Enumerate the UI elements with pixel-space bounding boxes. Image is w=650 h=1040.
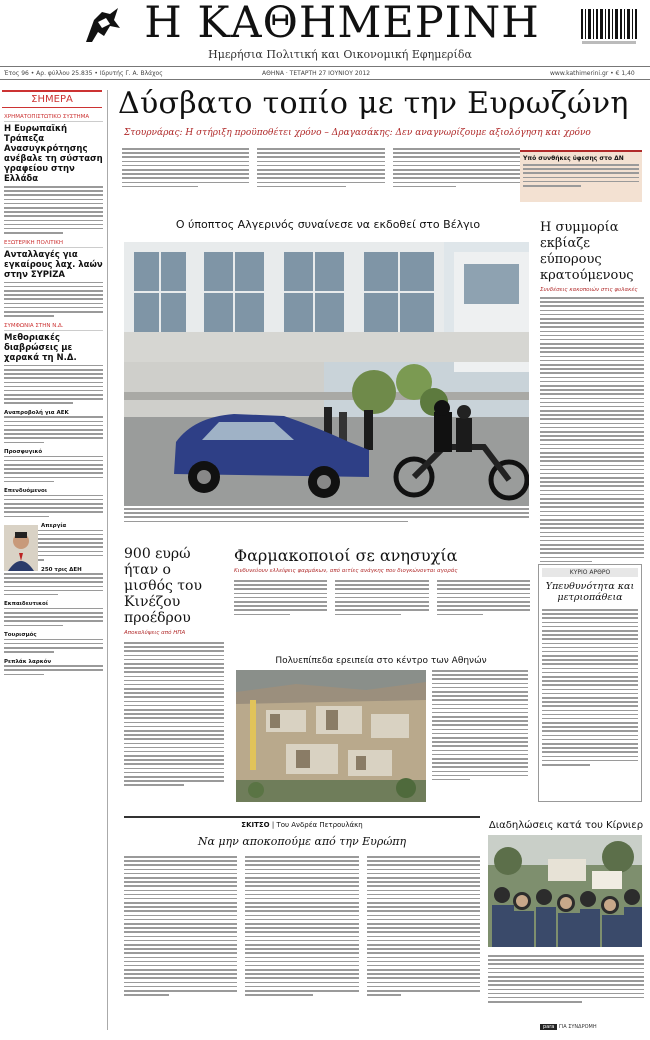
left-story-2-kicker: ΕΞΩΤΕΡΙΚΗ ΠΟΛΙΤΙΚΗ [4, 240, 103, 248]
cyprus-text [488, 955, 644, 1003]
editorial-label: ΚΥΡΙΟ ΑΡΘΡΟ [542, 568, 638, 577]
left-brief-1-title: Αναπροβολή για ΑΕΚ [4, 410, 69, 417]
left-column [0, 90, 108, 1030]
left-story-1[interactable] [4, 114, 103, 234]
editorial-text [542, 609, 638, 766]
right-story-subtitle: Συνδέσεις κακοποιών στις φυλακές [540, 287, 638, 293]
left-brief-7-title: Τουρισμός [4, 632, 37, 639]
lead-headline[interactable]: Δύσβατο τοπίο με την Ευρωζώνη [118, 86, 629, 121]
story3-text [234, 580, 530, 632]
left-story-1-kicker: ΧΡΗΜΑΤΟΠΙΣΤΩΤΙΚΟ ΣΥΣΤΗΜΑ [4, 114, 103, 122]
main-photo-caption [124, 508, 529, 536]
story-pharmacists[interactable] [234, 546, 530, 632]
aerial-ruins-photo [236, 670, 426, 802]
story3-subtitle: Κινδυνεύουν ελλείψεις φαρμάκων, από αιτίες ανάγκης που διογκώνονται αγοράς [234, 568, 458, 574]
left-brief-8[interactable] [4, 659, 103, 675]
dateline [0, 66, 650, 80]
lead-deck: Στουρνάρας: Η στήριξη προϋποθέτει χρόνο – Δραγασάκης: Δεν αναγνωρίζουμε αξιολόγηση και χρόνο [124, 128, 591, 138]
left-story-3[interactable] [4, 323, 103, 404]
left-brief-8-title: Ρεπλάκ λαρκόν [4, 658, 52, 665]
badge-label: para [540, 1024, 557, 1030]
portrait-photo [4, 525, 38, 571]
paper-title: Η ΚΑΘΗΜΕΡΙΝΗ [144, 0, 540, 48]
today-label: ΣΗΜΕΡΑ [2, 90, 102, 108]
barcode-icon [578, 6, 642, 48]
left-brief-7[interactable] [4, 632, 103, 653]
cartoon-title: Να μην αποκοπούμε από την Ευρώπη [197, 835, 407, 848]
left-story-2[interactable] [4, 240, 103, 317]
photo2-caption[interactable]: Πολυεπίπεδα ερειπεία στο κέντρο των Αθηνών [275, 656, 487, 666]
badge-text: ΓΙΑ ΣΥΝΔΡΟΜΗ [558, 1024, 597, 1030]
left-story-1-text [4, 186, 103, 234]
left-story-1-title: Η Ευρωπαϊκή Τράπεζα Ανασυγκρότησης ανέβαλε τη σύσταση γραφείου στην Ελλάδα [4, 124, 103, 184]
left-story-3-kicker: ΣΥΜΦΩΝΙΑ ΣΤΗΝ Ν.Δ. [4, 323, 103, 331]
subscription-badge[interactable] [540, 1024, 644, 1036]
editorial-box[interactable] [538, 564, 642, 802]
left-brief-1[interactable] [4, 410, 103, 443]
main-photo-headline[interactable]: Ο ύποπτος Αλγερινός συναίνεσε να εκδοθεί στο Βέλγιο [175, 218, 481, 231]
left-brief-4[interactable] [4, 523, 103, 560]
story2-text [124, 642, 224, 786]
right-story-text [540, 297, 644, 562]
cartoon-text [124, 856, 480, 998]
left-brief-3[interactable] [4, 488, 103, 517]
protest-crowd-photo [488, 835, 642, 947]
story3-title: Φαρμακοποιοί σε ανησυχία [234, 546, 458, 565]
left-story-2-text [4, 282, 103, 317]
left-brief-6[interactable] [4, 601, 103, 626]
cyprus-story[interactable] [488, 820, 644, 1030]
editorial-title: Υπευθυνότητα και μετριοπάθεια [545, 581, 635, 603]
side-box-title: Υπό συνθήκες ύφεσης στο ΔΝ [523, 155, 624, 162]
owl-emblem-icon [80, 2, 126, 48]
cartoon-header: ΣΚΙΤΣΟ | Του Ανδρέα Πετρουλάκη [241, 821, 363, 829]
left-brief-4-title: Απεργία [41, 523, 67, 530]
cartoon-author: Του Ανδρέα Πετρουλάκη [276, 821, 363, 829]
cartoon-label: ΣΚΙΤΣΟ [241, 821, 270, 829]
dateline-right: www.kathimerini.gr • € 1,40 [550, 70, 635, 77]
cyprus-title: Διαδηλώσεις κατά του Κίρνιερ [488, 820, 644, 831]
left-brief-2[interactable] [4, 449, 103, 482]
lead-side-box[interactable] [520, 150, 642, 202]
left-brief-5-title: 250 τρις ΔΕΗ [41, 566, 82, 573]
paper-subtitle: Ημερήσια Πολιτική και Οικονομική Εφημερίδα [208, 48, 472, 61]
story2-subtitle: Αποκαλύψεις από ΗΠΑ [124, 630, 186, 636]
story-chinese-president[interactable] [124, 546, 224, 806]
left-brief-2-title: Προσφυγικό [4, 449, 43, 456]
left-story-3-title: Μεθοριακές διαβρώσεις με χαρακά τη Ν.Δ. [4, 332, 77, 363]
left-brief-6-title: Εκπαιδευτικοί [4, 601, 48, 608]
right-story-title: Η συμμορία εκβίαζε εύπορους κρατούμενους [540, 220, 634, 283]
right-story[interactable] [540, 220, 644, 550]
story2-title: 900 ευρώ ήταν ο μισθός του Κινέζου προέδρου [124, 546, 202, 626]
dateline-center: ΑΘΗΝΑ · ΤΕΤΑΡΤΗ 27 ΙΟΥΝΙΟΥ 2012 [262, 70, 371, 77]
lead-body [122, 148, 520, 206]
left-story-3-text [4, 365, 103, 404]
photo2-story-text [432, 670, 528, 802]
masthead [0, 0, 650, 66]
main-photo [124, 242, 529, 506]
left-story-2-title: Ανταλλαγές για εγκαίρους λαχ. λαών στην ΣΥΡΙΖΑ [4, 249, 103, 280]
dateline-left: Έτος 96 • Αρ. φύλλου 25.835 • Ιδρυτής Γ. Α. Βλάχος [4, 70, 163, 77]
left-brief-3-title: Επενδυόμενοι [4, 488, 47, 495]
cartoon-column[interactable] [124, 816, 480, 1026]
